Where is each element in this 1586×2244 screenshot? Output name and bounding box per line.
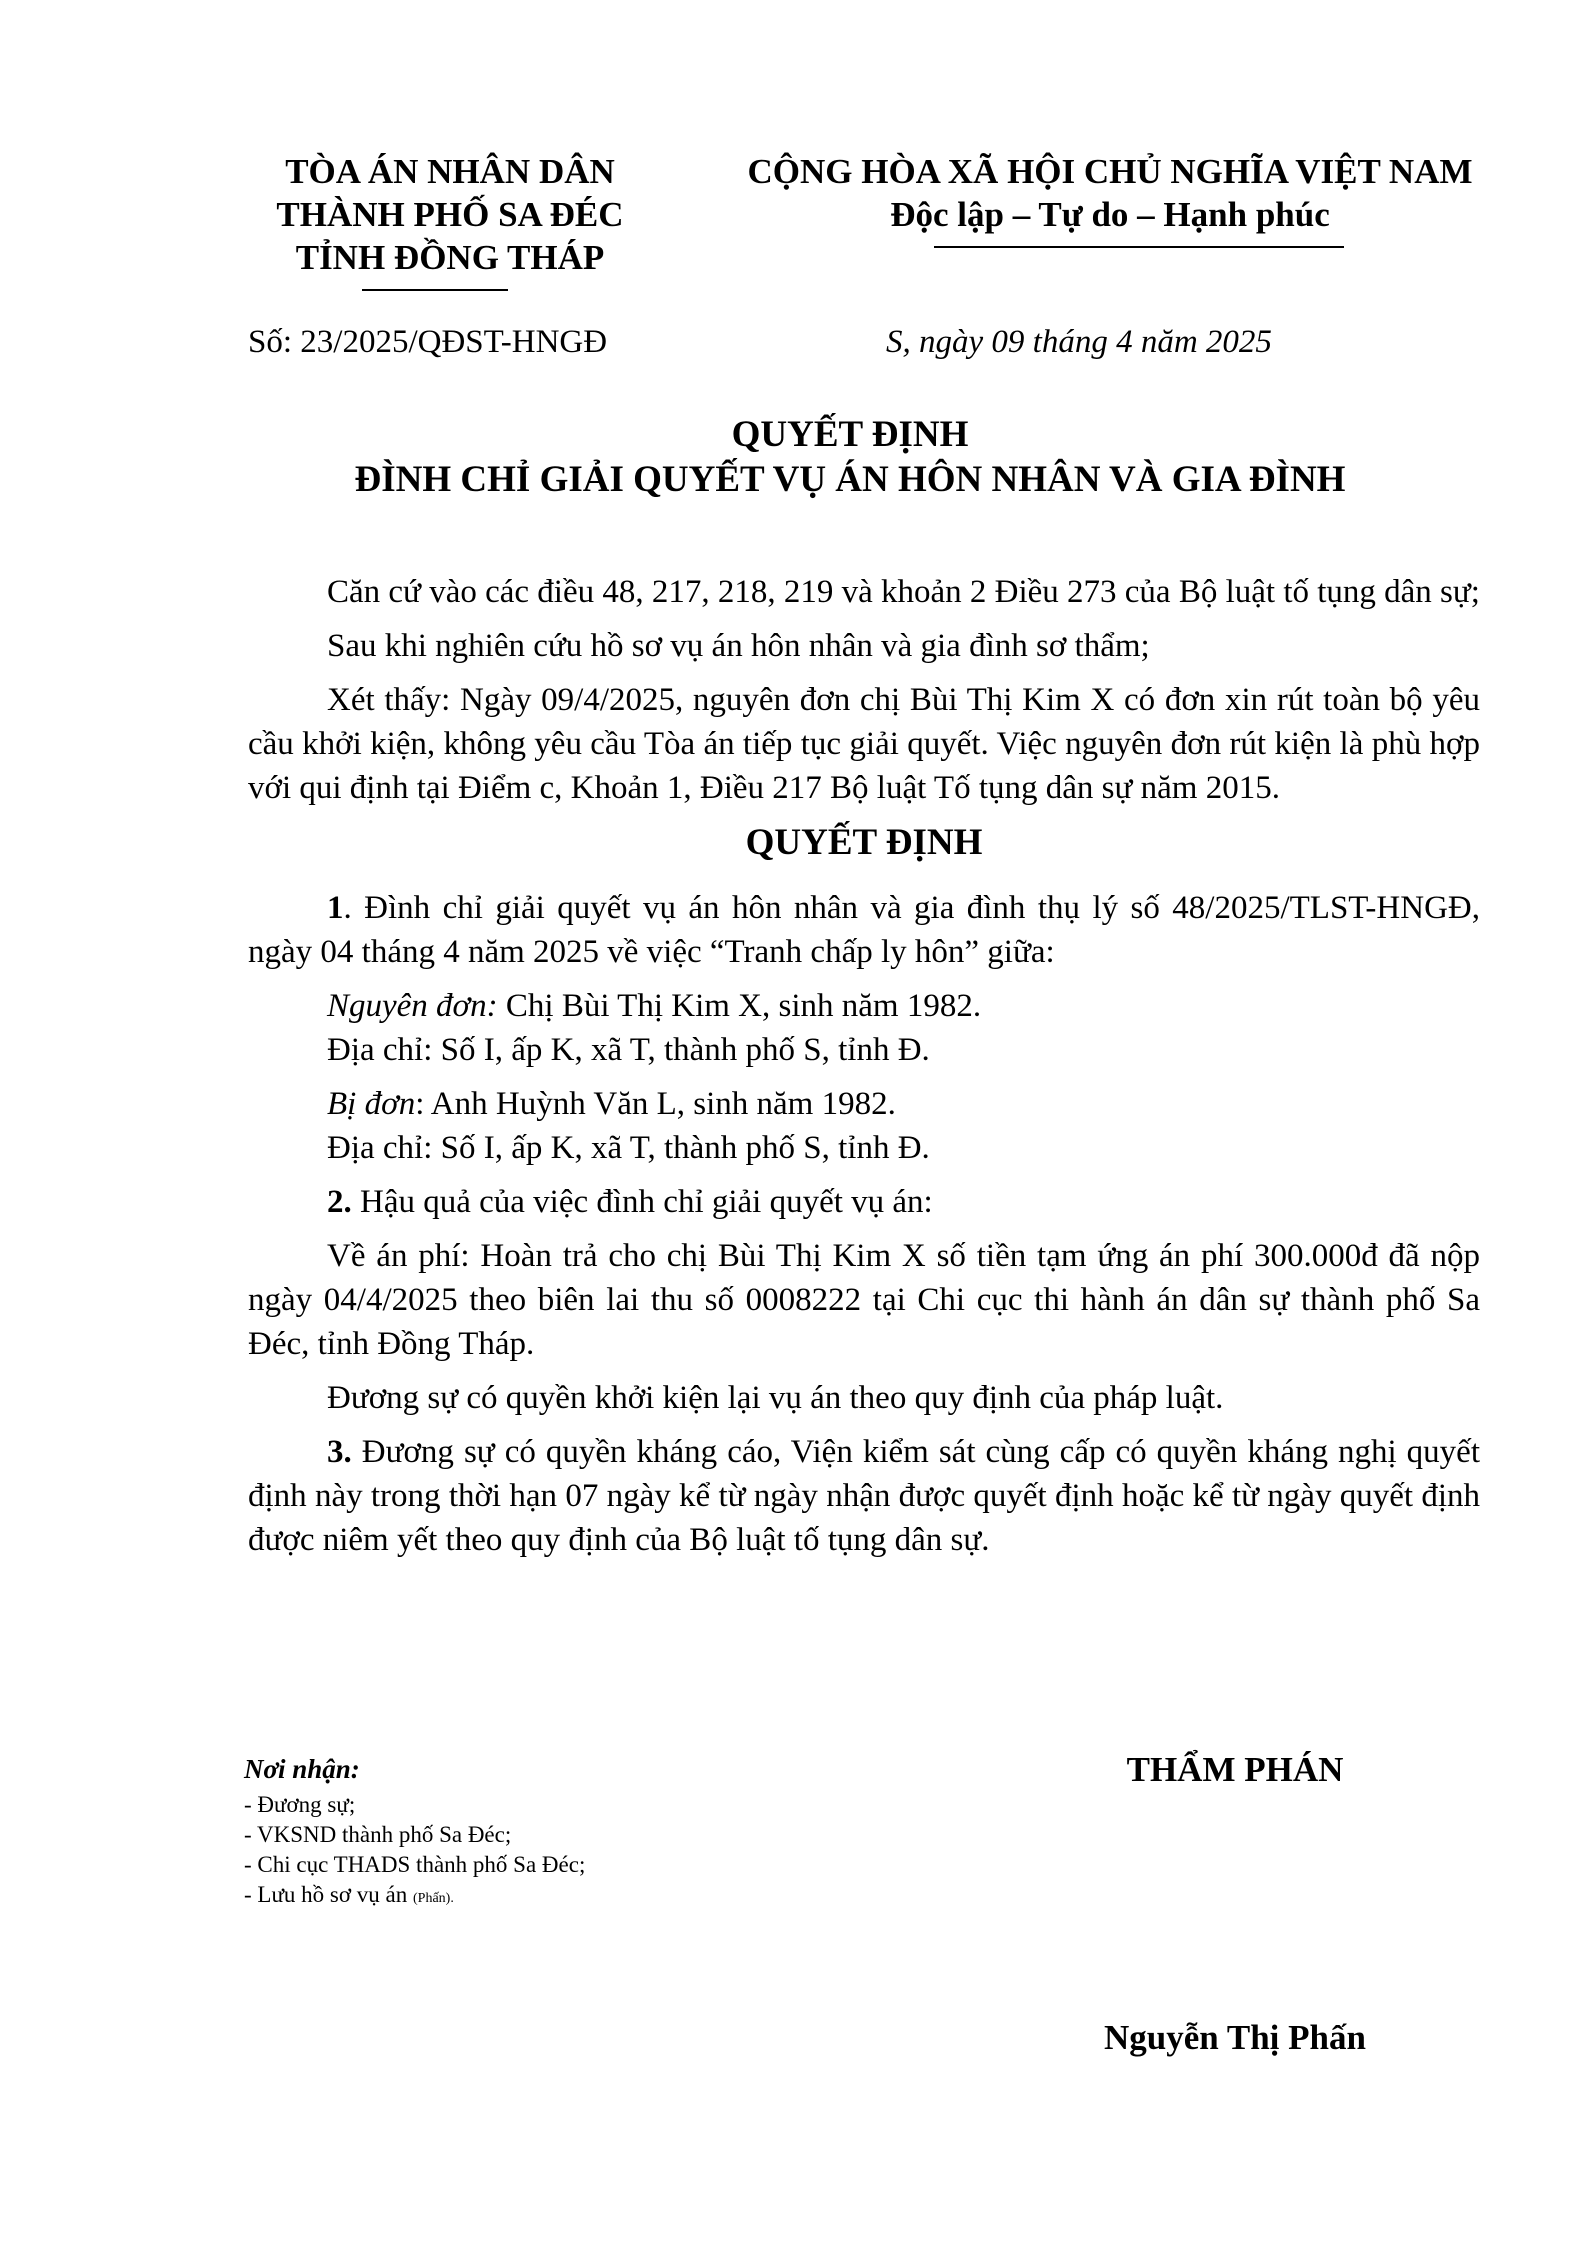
item-1-text: . Đình chỉ giải quyết vụ án hôn nhân và gia đình thụ lý số 48/2025/TLST-HNGĐ, ngày 04 tháng 4 năm 2025 về việc “Tranh chấp ly hôn” giữa: bbox=[248, 890, 1480, 970]
title-line-2: ĐÌNH CHỈ GIẢI QUYẾT VỤ ÁN HÔN NHÂN VÀ GIA ĐÌNH bbox=[354, 459, 1346, 500]
plaintiff-line bbox=[248, 984, 1480, 1028]
recipient-item: - Chi cục THADS thành phố Sa Đéc; bbox=[244, 1852, 586, 1877]
court-underline bbox=[362, 289, 508, 291]
plaintiff-name: Chị Bùi Thị Kim X, sinh năm 1982. bbox=[497, 988, 982, 1024]
item-2-text: Hậu quả của việc đình chỉ giải quyết vụ án: bbox=[351, 1184, 933, 1220]
recipient-item bbox=[244, 1880, 585, 1914]
document-number: Số: 23/2025/QĐST-HNGĐ bbox=[248, 324, 608, 360]
nation-name: CỘNG HÒA XÃ HỘI CHỦ NGHĨA VIỆT NAM bbox=[747, 152, 1473, 191]
recipients-list bbox=[244, 1790, 585, 1914]
item-3-text: Đương sự có quyền kháng cáo, Viện kiểm sát cùng cấp có quyền kháng nghị quyết định này trong thời hạn 07 ngày kể từ ngày nhận được quyết định hoặc kể từ ngày quyết định được niêm yết theo quy định của Bộ luật tố tụng dân sự. bbox=[248, 1434, 1480, 1558]
recipients-block bbox=[244, 1752, 585, 1914]
court-line-1: TÒA ÁN NHÂN DÂN bbox=[285, 152, 615, 191]
court-line-2: THÀNH PHỐ SA ĐÉC bbox=[276, 195, 624, 234]
recipient-item: - Đương sự; bbox=[244, 1792, 356, 1817]
defendant-address: Địa chỉ: Số I, ấp K, xã T, thành phố S, tỉnh Đ. bbox=[327, 1130, 930, 1166]
court-fee-refund: Về án phí: Hoàn trả cho chị Bùi Thị Kim X số tiền tạm ứng án phí 300.000đ đã nộp ngày 04/4/2025 theo biên lai thu số 0008222 tại Chi cục thi hành án dân sự thành phố Sa Đéc, tỉnh Đồng Tháp. bbox=[248, 1238, 1480, 1362]
defendant-name: : Anh Huỳnh Văn L, sinh năm 1982. bbox=[415, 1086, 896, 1122]
place-date: S, ngày 09 tháng 4 năm 2025 bbox=[886, 324, 1272, 360]
recipient-note: (Phấn). bbox=[413, 1891, 454, 1906]
recipient-item: - VKSND thành phố Sa Đéc; bbox=[244, 1822, 512, 1847]
plaintiff-label: Nguyên đơn: bbox=[327, 988, 498, 1024]
decision-item-2 bbox=[248, 1180, 1480, 1224]
right-to-resue: Đương sự có quyền khởi kiện lại vụ án theo quy định của pháp luật. bbox=[327, 1380, 1224, 1416]
decision-item-1 bbox=[248, 886, 1480, 974]
item-2-number: 2. bbox=[327, 1184, 352, 1220]
decision-item-3 bbox=[248, 1430, 1480, 1562]
plaintiff-address: Địa chỉ: Số I, ấp K, xã T, thành phố S, tỉnh Đ. bbox=[327, 1032, 930, 1068]
motto-underline bbox=[934, 246, 1344, 248]
item-3-number: 3. bbox=[327, 1434, 352, 1470]
recipient-archive: - Lưu hồ sơ vụ án bbox=[244, 1882, 413, 1907]
defendant-label: Bị đơn bbox=[327, 1086, 416, 1122]
judge-title: THẨM PHÁN bbox=[1126, 1750, 1344, 1789]
national-header bbox=[740, 150, 1480, 236]
document-body bbox=[248, 570, 1480, 1572]
document-title bbox=[200, 412, 1500, 502]
defendant-line bbox=[248, 1082, 1480, 1126]
judge-name: Nguyễn Thị Phấn bbox=[1104, 2018, 1366, 2057]
preamble-review: Sau khi nghiên cứu hồ sơ vụ án hôn nhân và gia đình sơ thẩm; bbox=[327, 628, 1150, 664]
recipients-title: Nơi nhận: bbox=[244, 1754, 360, 1784]
decision-heading: QUYẾT ĐỊNH bbox=[745, 822, 983, 863]
preamble-finding: Xét thấy: Ngày 09/4/2025, nguyên đơn chị Bùi Thị Kim X có đơn xin rút toàn bộ yêu cầu khởi kiện, không yêu cầu Tòa án tiếp tục giải quyết. Việc nguyên đơn rút kiện là phù hợp với qui định tại Điểm c, Khoản 1, Điều 217 Bộ luật Tố tụng dân sự năm 2015. bbox=[248, 682, 1480, 806]
preamble-legal-basis: Căn cứ vào các điều 48, 217, 218, 219 và khoản 2 Điều 273 của Bộ luật tố tụng dân sự; bbox=[327, 574, 1480, 610]
title-line-1: QUYẾT ĐỊNH bbox=[731, 414, 969, 455]
court-name bbox=[230, 150, 670, 279]
item-1-number: 1 bbox=[327, 890, 344, 926]
court-line-3: TỈNH ĐỒNG THÁP bbox=[295, 238, 605, 277]
national-motto: Độc lập – Tự do – Hạnh phúc bbox=[890, 195, 1330, 234]
